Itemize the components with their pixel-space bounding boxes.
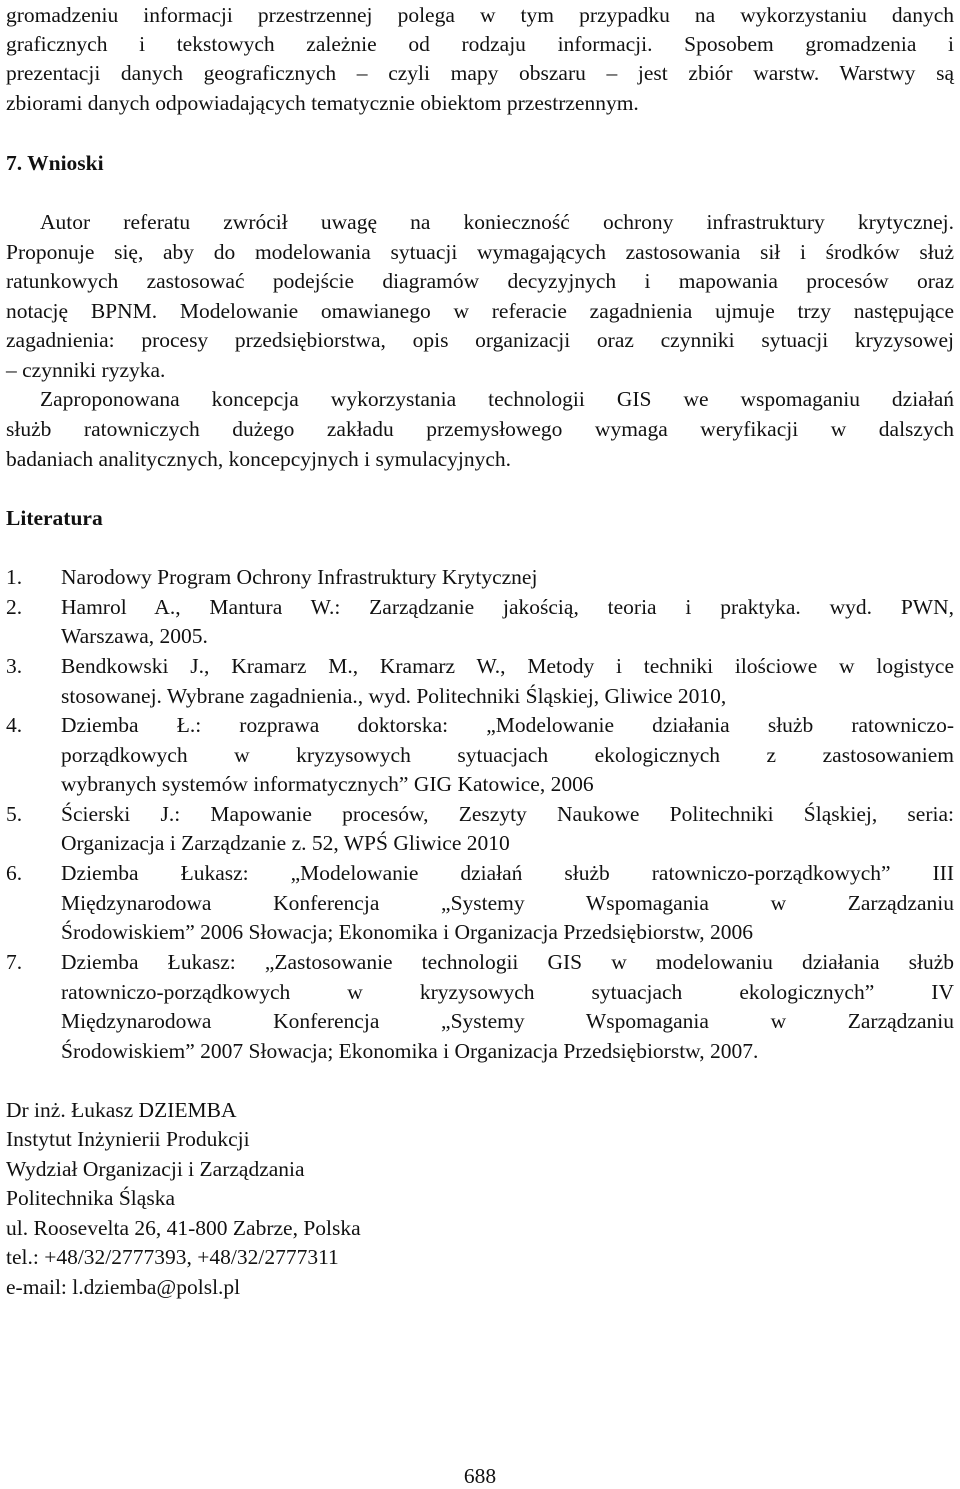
author-name: Dr inż. Łukasz DZIEMBA <box>6 1098 237 1122</box>
reference-number: 7. <box>6 950 23 974</box>
section-line: – czynniki ryzyka. <box>6 358 166 382</box>
author-phone: tel.: +48/32/2777393, +48/32/2777311 <box>6 1245 339 1269</box>
intro-line: gromadzeniu informacji przestrzennej polega w tym przypadku na wykorzystaniu danych <box>6 3 954 27</box>
reference-line: porządkowych w kryzysowych sytuacjach ekologicznych z zastosowaniem <box>61 743 954 767</box>
intro-line: prezentacji danych geograficznych – czyli mapy obszaru – jest zbiór warstw. Warstwy są <box>6 61 954 85</box>
section-line: zagadnienia: procesy przedsiębiorstwa, opis organizacji oraz czynniki sytuacji kryzysowej <box>6 328 954 352</box>
reference-number: 2. <box>6 595 23 619</box>
intro-line: graficznych i tekstowych zależnie od rodzaju informacji. Sposobem gromadzenia i <box>6 32 954 56</box>
reference-line: Dziemba Łukasz: „Modelowanie działań służb ratowniczo-porządkowych” III <box>61 861 954 885</box>
page-number: 688 <box>463 1464 497 1488</box>
intro-line: zbiorami danych odpowiadających tematycznie obiektom przestrzennym. <box>6 91 639 115</box>
reference-number: 6. <box>6 861 23 885</box>
reference-line: ratowniczo-porządkowych w kryzysowych sytuacjach ekologicznych” IV <box>61 980 954 1004</box>
author-address: ul. Roosevelta 26, 41-800 Zabrze, Polska <box>6 1216 361 1240</box>
reference-number: 3. <box>6 654 23 678</box>
reference-line: Międzynarodowa Konferencja „Systemy Wspomagania w Zarządzaniu <box>61 1009 954 1033</box>
reference-line: Międzynarodowa Konferencja „Systemy Wspomagania w Zarządzaniu <box>61 891 954 915</box>
author-faculty: Wydział Organizacji i Zarządzania <box>6 1157 305 1181</box>
reference-line: Narodowy Program Ochrony Infrastruktury Krytycznej <box>61 565 538 589</box>
reference-number: 5. <box>6 802 23 826</box>
author-email: e-mail: l.dziemba@polsl.pl <box>6 1275 241 1299</box>
reference-line: Dziemba Łukasz: „Zastosowanie technologii GIS w modelowaniu działania służb <box>61 950 954 974</box>
reference-line: Dziemba Ł.: rozprawa doktorska: „Modelowanie działania służb ratowniczo- <box>61 713 954 737</box>
reference-line: Środowiskiem” 2007 Słowacja; Ekonomika i Organizacja Przedsiębiorstw, 2007. <box>61 1039 759 1063</box>
section-line: notację BPNM. Modelowanie omawianego w referacie zagadnienia ujmuje trzy następujące <box>6 299 954 323</box>
reference-line: Organizacja i Zarządzanie z. 52, WPŚ Gliwice 2010 <box>61 831 510 855</box>
reference-line: Środowiskiem” 2006 Słowacja; Ekonomika i Organizacja Przedsiębiorstw, 2006 <box>61 920 754 944</box>
reference-line: Ścierski J.: Mapowanie procesów, Zeszyty Naukowe Politechniki Śląskiej, seria: <box>61 802 954 826</box>
section-line: ratunkowych zastosować podejście diagramów decyzyjnych i mapowania procesów oraz <box>6 269 954 293</box>
reference-number: 4. <box>6 713 23 737</box>
references-heading: Literatura <box>6 506 103 530</box>
section-line: Proponuje się, aby do modelowania sytuacji wymagających zastosowania sił i środków służ <box>6 240 954 264</box>
section-heading: 7. Wnioski <box>6 151 104 175</box>
reference-line: Hamrol A., Mantura W.: Zarządzanie jakością, teoria i praktyka. wyd. PWN, <box>61 595 954 619</box>
reference-number: 1. <box>6 565 23 589</box>
author-university: Politechnika Śląska <box>6 1186 175 1210</box>
reference-line: stosowanej. Wybrane zagadnienia., wyd. Politechniki Śląskiej, Gliwice 2010, <box>61 684 727 708</box>
section-line: badaniach analitycznych, koncepcyjnych i symulacyjnych. <box>6 447 512 471</box>
reference-line: Bendkowski J., Kramarz M., Kramarz W., Metody i techniki ilościowe w logistyce <box>61 654 954 678</box>
section-line: Zaproponowana koncepcja wykorzystania technologii GIS we wspomaganiu działań <box>40 387 954 411</box>
reference-line: Warszawa, 2005. <box>61 624 208 648</box>
section-line: służb ratowniczych dużego zakładu przemysłowego wymaga weryfikacji w dalszych <box>6 417 954 441</box>
reference-line: wybranych systemów informatycznych” GIG Katowice, 2006 <box>61 772 594 796</box>
section-line: Autor referatu zwrócił uwagę na konieczność ochrony infrastruktury krytycznej. <box>40 210 954 234</box>
author-institute: Instytut Inżynierii Produkcji <box>6 1127 250 1151</box>
